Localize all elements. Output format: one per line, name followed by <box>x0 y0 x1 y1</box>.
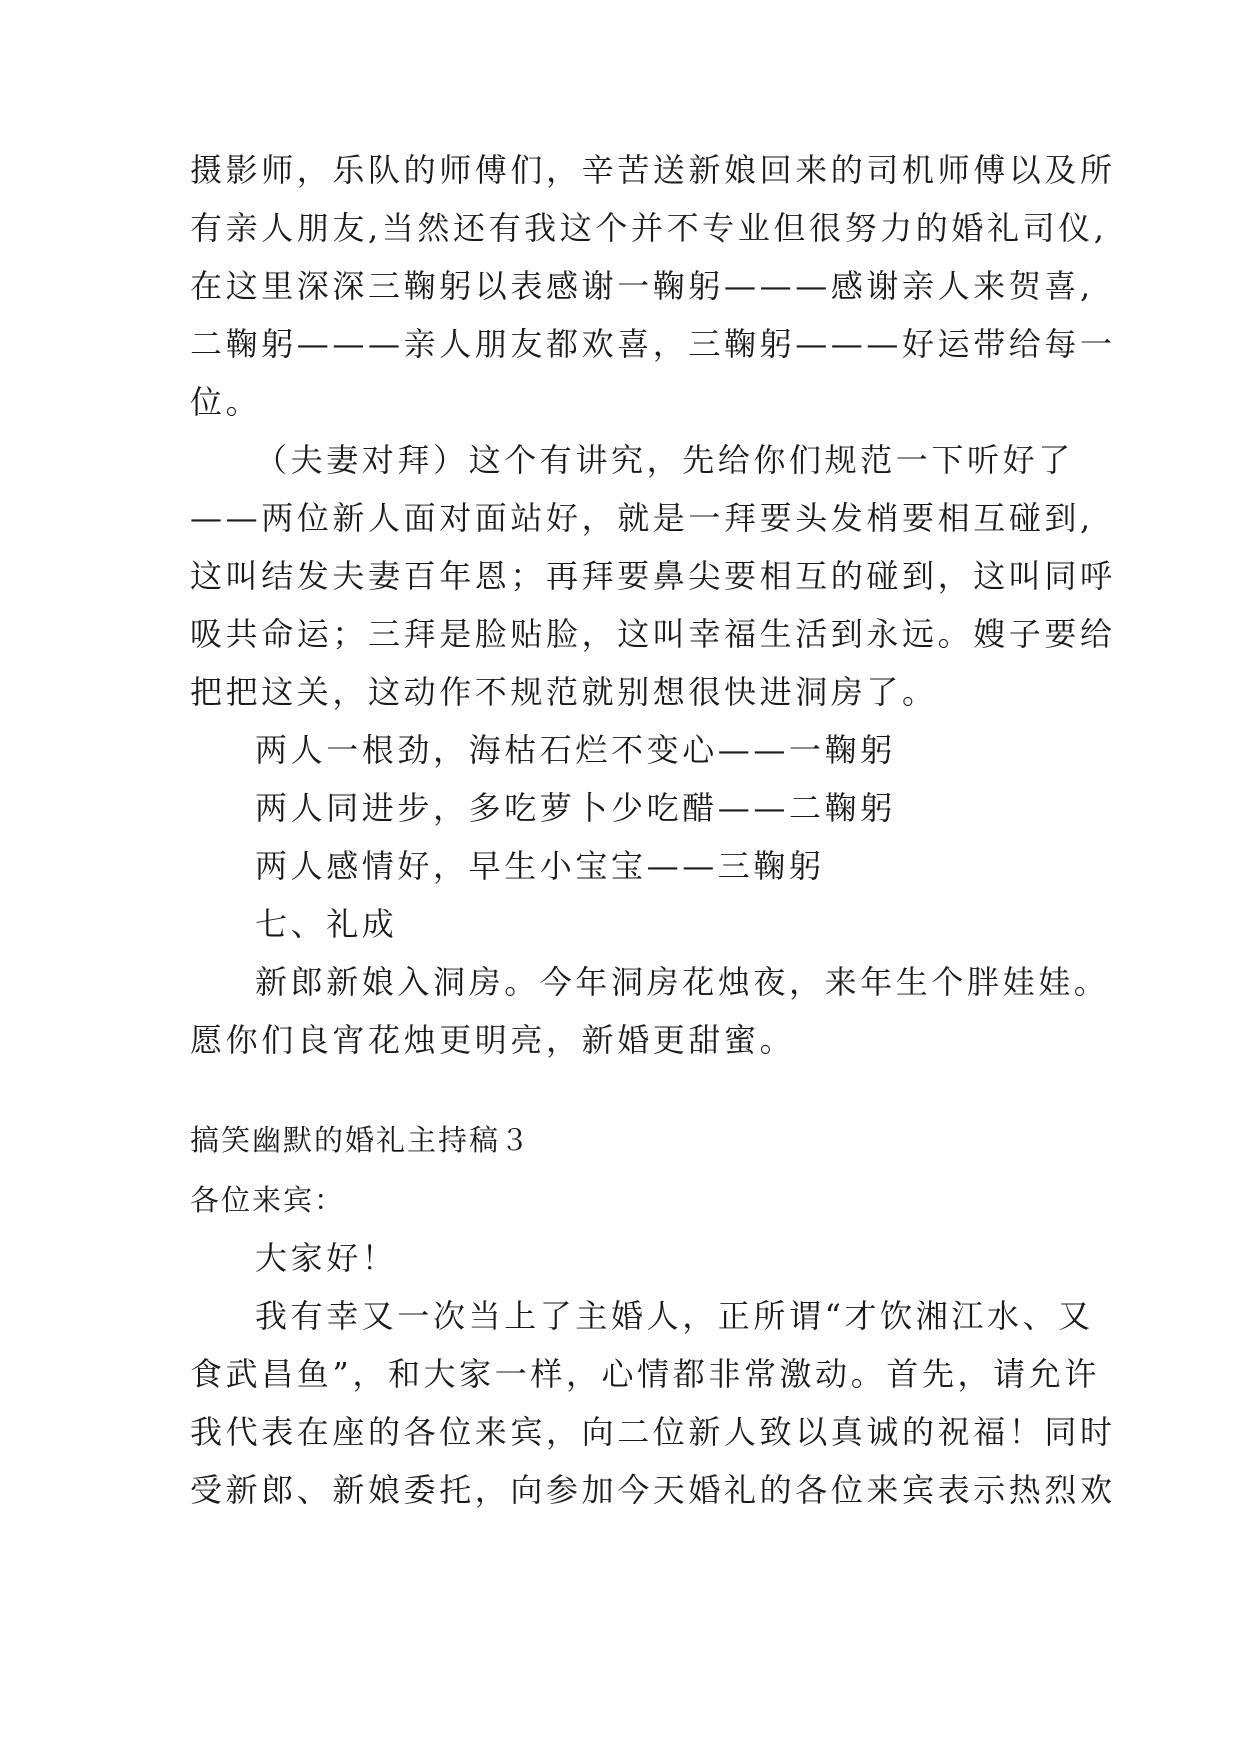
text-line: 吸共命运；三拜是脸贴脸，这叫幸福生活到永远。嫂子要给 <box>190 615 1116 653</box>
text-line: 我有幸又一次当上了主婚人，正所谓“才饮湘江水、又 <box>255 1297 1094 1335</box>
text-line: 有亲人朋友,当然还有我这个并不专业但很努力的婚礼司仪, <box>190 209 1108 247</box>
document-title: 搞笑幽默的婚礼主持稿３ <box>190 1123 532 1157</box>
text-line: ——两位新人面对面站好，就是一拜要头发梢要相互碰到, <box>190 499 1094 537</box>
text-line: 摄影师，乐队的师傅们，辛苦送新娘回来的司机师傅以及所 <box>190 151 1116 189</box>
text-line: 大家好！ <box>255 1239 398 1277</box>
text-line: 食武昌鱼”，和大家一样，心情都非常激动。首先，请允许 <box>190 1355 1100 1393</box>
text-line: 二鞠躬———亲人朋友都欢喜，三鞠躬———好运带给每一 <box>190 325 1116 363</box>
text-line: 两人同进步，多吃萝卜少吃醋——二鞠躬 <box>255 789 896 827</box>
text-line: 把把这关，这动作不规范就别想很快进洞房了。 <box>190 673 938 711</box>
text-line: 我代表在座的各位来宾，向二位新人致以真诚的祝福！同时 <box>190 1413 1116 1451</box>
text-line: （夫妻对拜）这个有讲究，先给你们规范一下听好了 <box>255 441 1074 479</box>
text-line: 两人一根劲，海枯石烂不变心——一鞠躬 <box>255 731 896 769</box>
text-line: 在这里深深三鞠躬以表感谢一鞠躬———感谢亲人来贺喜, <box>190 267 1094 305</box>
text-line: 愿你们良宵花烛更明亮，新婚更甜蜜。 <box>190 1021 796 1059</box>
text-line: 位。 <box>190 383 262 421</box>
text-line: 这叫结发夫妻百年恩；再拜要鼻尖要相互的碰到，这叫同呼 <box>190 557 1116 595</box>
text-line: 两人感情好，早生小宝宝——三鞠躬 <box>255 847 825 885</box>
text-line: 各位来宾： <box>190 1183 346 1217</box>
text-line: 新郎新娘入洞房。今年洞房花烛夜，来年生个胖娃娃。 <box>255 963 1110 1001</box>
text-line: 受新郎、新娘委托，向参加今天婚礼的各位来宾表示热烈欢 <box>190 1471 1116 1509</box>
section-heading: 七、礼成 <box>255 905 398 943</box>
